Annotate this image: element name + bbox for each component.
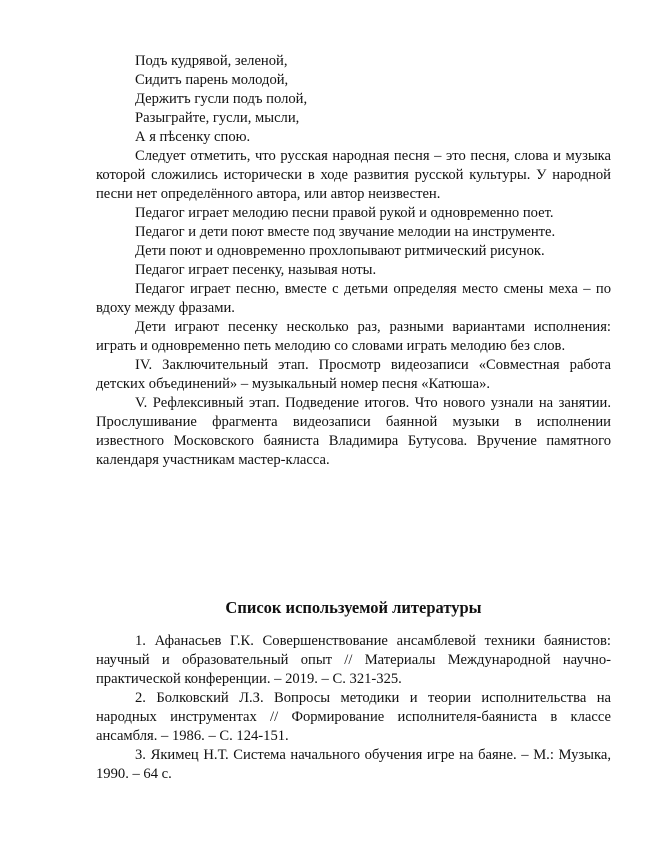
paragraph-folk-song: Следует отметить, что русская народная песня – это песня, слова и музыка которой сложились исторически в ходе развития русской культуры. У народной песни нет определённого автора, или автор неизвестен. — [96, 148, 611, 202]
paragraph-reflection-stage: V. Рефлексивный этап. Подведение итогов. Что нового узнали на занятии. Прослушивание фрагмента видеозаписи баянной музыки в исполнении известного Московского баяниста Владимира Бутусова. Вручение памятного календаря участникам мастер-класса. — [96, 395, 611, 468]
references-list — [96, 632, 611, 784]
paragraph-clap-rhythm: Дети поют и одновременно прохлопывают ритмический рисунок. — [135, 243, 545, 259]
paragraph-play-variants: Дети играют песенку несколько раз, разными вариантами исполнения: играть и одновременно петь мелодию со словами играть мелодию без слов. — [96, 319, 611, 354]
paragraph-final-stage: IV. Заключительный этап. Просмотр видеозаписи «Совместная работа детских объединений» – музыкальный номер песня «Катюша». — [96, 357, 611, 392]
paragraph-teacher-plays: Педагог играет мелодию песни правой рукой и одновременно поет. — [135, 205, 554, 221]
paragraph-bellows-change: Педагог играет песню, вместе с детьми определяя место смены меха – по вдоху между фразами. — [96, 281, 611, 316]
reference-item: 2. Болковский Л.З. Вопросы методики и теории исполнительства на народных инструментах // Формирование исполнителя-баяниста в классе ансамбля. – 1986. – С. 124-151. — [96, 690, 611, 744]
references-title: Список используемой литературы — [225, 598, 482, 617]
poem-line: Разыграйте, гусли, мысли, — [135, 110, 300, 126]
lesson-description — [96, 147, 611, 470]
poem-verse — [135, 52, 307, 147]
poem-line: Сидитъ парень молодой, — [135, 72, 289, 88]
paragraph-sing-together: Педагог и дети поют вместе под звучание мелодии на инструменте. — [135, 224, 556, 240]
poem-line: Подъ кудрявой, зеленой, — [135, 53, 288, 69]
poem-line: А я пѣсенку спою. — [135, 129, 251, 145]
poem-line: Держитъ гусли подъ полой, — [135, 91, 308, 107]
reference-item: 1. Афанасьев Г.К. Совершенствование ансамблевой техники баянистов: научный и образовательный опыт // Материалы Международной научно-практической конференции. – 2019. – С. 321-325. — [96, 633, 611, 687]
paragraph-name-notes: Педагог играет песенку, называя ноты. — [135, 262, 377, 278]
reference-item: 3. Якимец Н.Т. Система начального обучения игре на баяне. – М.: Музыка, 1990. – 64 с. — [96, 747, 611, 782]
